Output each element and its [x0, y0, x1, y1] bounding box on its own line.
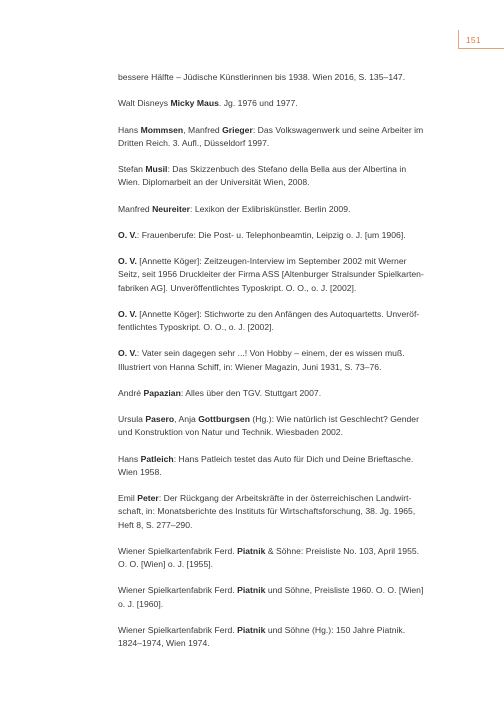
entry-line [118, 493, 411, 503]
entry-line [118, 454, 413, 464]
entry-line [118, 506, 415, 516]
entry-text: Ursula [118, 414, 146, 425]
entry-text: Wiener Spielkartenfabrik Ferd. [118, 585, 238, 596]
entry-text: Wien. Diplomarbeit an der Universität Wien, 2008. [118, 177, 310, 188]
bibliography-entry [118, 387, 458, 400]
entry-text: Emil [118, 493, 138, 504]
bibliography-entry [118, 453, 458, 479]
entry-text: bessere Hälfte – Jüdische Künstlerinnen bis 1938. Wien 2016, S. 135–147. [118, 72, 406, 82]
header-rule-vertical [458, 30, 459, 48]
author-name: O. V. [118, 308, 137, 319]
entry-line [118, 125, 423, 135]
entry-line [118, 520, 192, 530]
entry-text: Manfred [118, 203, 153, 214]
entry-text: Dritten Reich. 3. Aufl., Düsseldorf 1997. [118, 137, 270, 148]
entry-text: Wiener Spielkartenfabrik Ferd. [118, 624, 238, 635]
entry-line [118, 585, 423, 595]
entry-text: Seitz, seit 1956 Druckleiter der Firma ASS [Altenburger Stralsunder Spielkarten- [118, 269, 424, 280]
entry-text: O. O. [Wien] o. J. [1955]. [118, 559, 214, 570]
author-name: Micky Maus [170, 98, 219, 109]
entry-text: : Hans Patleich testet das Auto für Dich und Deine Brieftasche. [173, 453, 414, 464]
entry-text: Hans [118, 124, 141, 135]
entry-text: Hans [118, 453, 141, 464]
entry-line [118, 204, 350, 214]
entry-text: : Lexikon der Exlibriskünstler. Berlin 2009. [190, 203, 351, 214]
entry-text: [Annette Köger]: Zeitzeugen-Interview im September 2002 mit Werner [136, 256, 407, 267]
author-name: O. V. [118, 348, 137, 359]
entry-line [118, 256, 407, 266]
entry-text: Wiener Spielkartenfabrik Ferd. [118, 545, 238, 556]
author-name: Neureiter [152, 203, 190, 214]
entry-line [118, 269, 424, 279]
entry-line [118, 638, 210, 648]
author-name: Piatnik [237, 545, 266, 556]
entry-text: und Söhne (Hg.): 150 Jahre Piatnik. [265, 624, 406, 635]
bibliography-entry [118, 97, 458, 110]
entry-text: Heft 8, S. 277–290. [118, 519, 193, 530]
bibliography-entry [118, 229, 458, 242]
entry-line [118, 98, 298, 108]
entry-text: Walt Disneys [118, 98, 171, 109]
author-name: Grieger [222, 124, 253, 135]
entry-line [118, 230, 406, 240]
entry-line [118, 72, 405, 82]
bibliography-entry [118, 203, 458, 216]
entry-text: und Söhne, Preisliste 1960. O. O. [Wien] [265, 585, 424, 596]
entry-line [118, 559, 213, 569]
entry-text: o. J. [1960]. [118, 598, 164, 609]
entry-text: : Vater sein dagegen sehr ...! Von Hobby – einem, der es wissen muß. [136, 348, 405, 359]
entry-text: & Söhne: Preisliste No. 103, April 1955. [265, 545, 420, 556]
bibliography-entry [118, 308, 458, 334]
author-name: Papazian [143, 387, 181, 398]
author-name: O. V. [118, 229, 137, 240]
author-name: Musil [145, 164, 168, 175]
author-name: O. V. [118, 256, 137, 267]
entry-line [118, 546, 419, 556]
header-rule-horizontal [458, 48, 504, 49]
page-number: 151 [466, 35, 481, 45]
entry-line [118, 138, 269, 148]
bibliography-entry [118, 624, 458, 650]
bibliography-entry [118, 545, 458, 571]
entry-line [118, 309, 419, 319]
entry-line [118, 414, 419, 424]
author-name: Pasero [145, 414, 175, 425]
entry-line [118, 625, 405, 635]
entry-line [118, 467, 162, 477]
bibliography-entry [118, 124, 458, 150]
entry-text: . Jg. 1976 und 1977. [218, 98, 298, 109]
entry-line [118, 177, 310, 187]
bibliography-entry [118, 347, 458, 373]
entry-line [118, 599, 163, 609]
entry-text: Illustriert von Hanna Schiff, in: Wiener Magazin, Juni 1931, S. 73–76. [118, 361, 382, 372]
entry-line [118, 348, 405, 358]
entry-text: : Das Skizzenbuch des Stefano della Bella aus der Albertina in [167, 164, 407, 175]
entry-text: , Anja [174, 414, 199, 425]
entry-line [118, 322, 274, 332]
entry-text: , Manfred [183, 124, 223, 135]
entry-text: Wien 1958. [118, 466, 162, 477]
entry-text: André [118, 387, 144, 398]
entry-text: schaft, in: Monatsberichte des Instituts für Wirtschaftsforschung, 38. Jg. 1965, [118, 506, 416, 517]
author-name: Piatnik [237, 624, 266, 635]
entry-text: 1824–1974, Wien 1974. [118, 638, 210, 649]
entry-text: : Alles über den TGV. Stuttgart 2007. [180, 387, 322, 398]
entry-text: : Frauenberufe: Die Post- u. Telephonbeamtin, Leipzig o. J. [um 1906]. [136, 229, 406, 240]
bibliography-entry [118, 413, 458, 439]
author-name: Piatnik [237, 585, 266, 596]
entry-line [118, 427, 343, 437]
bibliography-entry [118, 71, 458, 84]
bibliography-entry [118, 255, 458, 295]
bibliography-entry [118, 492, 458, 532]
entry-line [118, 362, 382, 372]
entry-text: Stefan [118, 164, 146, 175]
author-name: Patleich [140, 453, 174, 464]
bibliography-list [118, 71, 458, 663]
entry-text: (Hg.): Wie natürlich ist Geschlecht? Gender [249, 414, 419, 425]
entry-text: : Das Volkswagenwerk und seine Arbeiter im [252, 124, 424, 135]
entry-text: fabriken AG]. Unveröffentlichtes Typoskript. O. O., o. J. [2002]. [118, 282, 357, 293]
entry-text: fentlichtes Typoskript. O. O., o. J. [2002]. [118, 322, 274, 333]
entry-line [118, 283, 356, 293]
author-name: Peter [137, 493, 159, 504]
entry-text: : Der Rückgang der Arbeitskräfte in der österreichischen Landwirt- [158, 493, 412, 504]
bibliography-entry [118, 584, 458, 610]
author-name: Gottburgsen [198, 414, 250, 425]
entry-text: und Konstruktion von Natur und Technik. Wiesbaden 2002. [118, 427, 343, 438]
author-name: Mommsen [140, 124, 184, 135]
entry-text: [Annette Köger]: Stichworte zu den Anfängen des Autoquartetts. Unveröf- [136, 308, 420, 319]
bibliography-entry [118, 163, 458, 189]
entry-line [118, 164, 406, 174]
entry-line [118, 388, 321, 398]
